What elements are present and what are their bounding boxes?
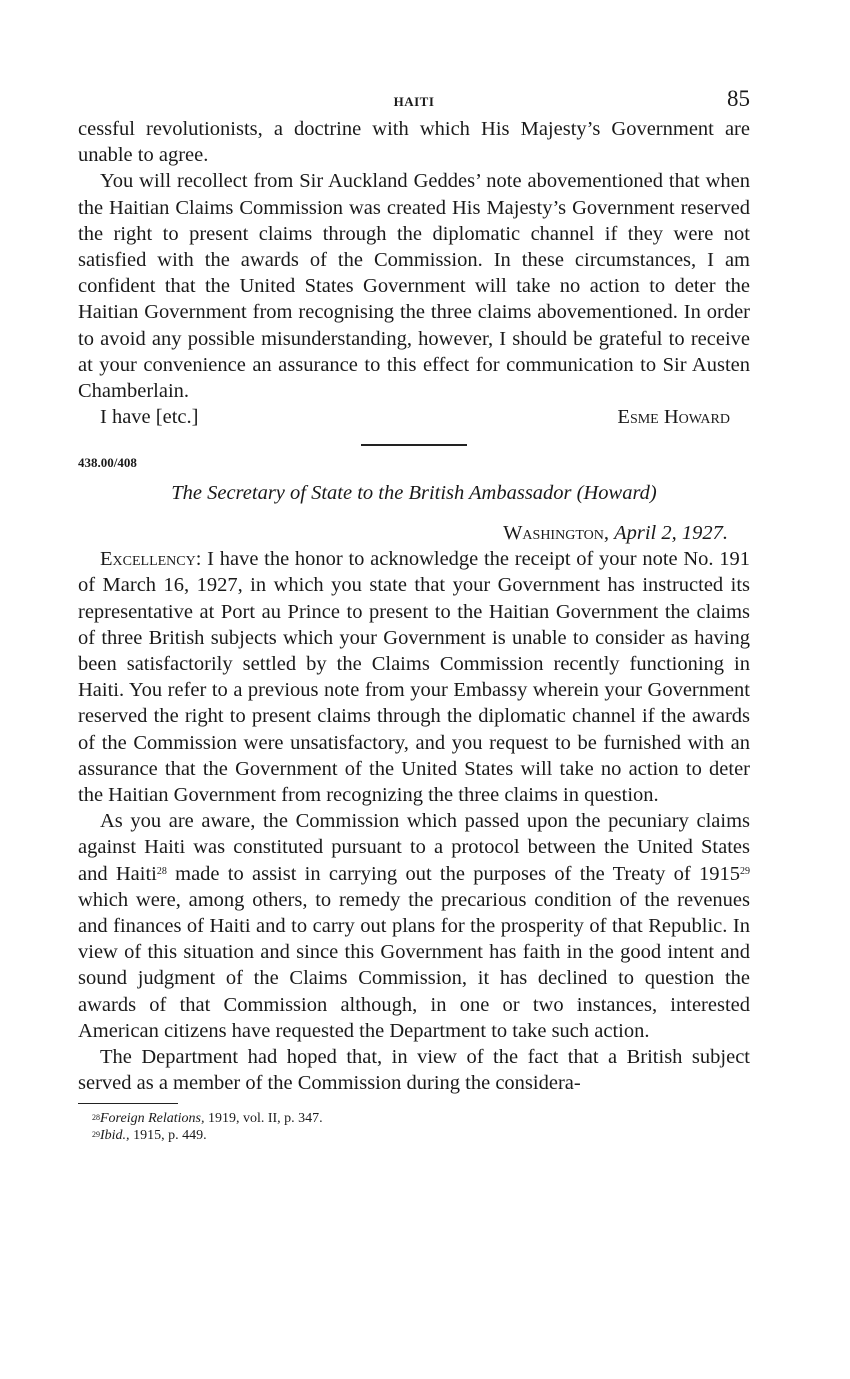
document-title-text: The Secretary of State to the British Ambassador: [171, 482, 572, 505]
paragraph-text: which were, among others, to remedy the precarious condition of the revenues and finances of Haiti and to carry out plans for the prosperity of that Republic. In view of this situation and since this Government has faith in the good intent and sound judgment of the Claims Commission, it has declined to question the awards of that Commission although, in one or two instances, interested American citizens have requested the Department to take such action.: [78, 888, 750, 1042]
footnote-mark: 29: [92, 1129, 100, 1139]
page-number: 85: [727, 86, 750, 111]
complimentary-close: I have [etc.]: [100, 406, 199, 429]
running-header: [78, 86, 750, 116]
document-title: [78, 480, 750, 506]
dateline-place: Washington,: [503, 522, 609, 545]
paragraph-text: made to assist in carrying out the purposes of the Treaty of 1915: [175, 862, 740, 885]
document-page: [78, 86, 750, 1144]
file-number: 438.00/408: [78, 455, 137, 471]
footnote: [78, 1110, 750, 1127]
dateline-date: April 2, 1927.: [614, 522, 728, 545]
footnote-reference[interactable]: 28: [156, 865, 167, 877]
footnote-reference[interactable]: 29: [740, 865, 750, 877]
letter-closing: [78, 404, 750, 430]
signature: Esme Howard: [617, 406, 730, 429]
footnote: [78, 1127, 750, 1144]
footnote-mark: 28: [92, 1112, 100, 1122]
paragraph-text: I have the honor to acknowledge the receipt of your note No. 191 of March 16, 1927, in which you state that your Government has instructed its representative at Port au Prince to present to the Haitian Government the claims of three British subjects which your Government is unable to consider as having been satisfactorily settled by the Claims Commission recently functioning in Haiti. You refer to a previous note from your Embassy wherein your Government reserved the right to present claims through the diplomatic channel if the awards of the Commission were unsatisfactory, and you request to be furnished with an assurance that the Government of the United States will take no action to deter the Haitian Government from recognizing the three claims in question.: [78, 548, 750, 807]
footnote-text: 1919, vol. II, p. 347.: [207, 1110, 323, 1126]
section-divider: [361, 444, 467, 446]
paragraph-text: As you are aware, the Commission which passed upon the pecuniary claims against Haiti was constituted pursuant to a protocol between the United States and Haiti: [78, 810, 750, 885]
dateline: [78, 520, 750, 546]
footnote-text: 1915, p. 449.: [133, 1127, 207, 1143]
paragraph: The Department had hoped that, in view of the fact that a British subject served as a member of the Commission during the considera-: [78, 1046, 750, 1095]
footnote-source: Ibid.,: [100, 1127, 130, 1143]
paragraph: You will recollect from Sir Auckland Geddes’ note abovementioned that when the Haitian Claims Commission was created His Majesty’s Government reserved the right to present claims through the diplomatic channel if they were not satisfied with the awards of the Commission. In these circumstances, I am confident that the United States Government will take no action to deter the Haitian Government from recognising the three claims abovementioned. In order to avoid any possible misunderstanding, however, I should be grateful to receive at your convenience an assurance to this effect for communication to Sir Austen Chamberlain.: [78, 170, 750, 403]
paragraph: [78, 808, 750, 1044]
footnote-divider: [78, 1103, 178, 1104]
document-title-recipient: (Howard): [576, 482, 657, 505]
footnote-source: Foreign Relations,: [100, 1110, 205, 1126]
paragraph: cessful revolutionists, a doctrine with which His Majesty’s Government are unable to agree.: [78, 118, 750, 167]
salutation: Excellency:: [100, 548, 202, 571]
running-title: HAITI: [393, 94, 435, 109]
paragraph: [78, 546, 750, 808]
